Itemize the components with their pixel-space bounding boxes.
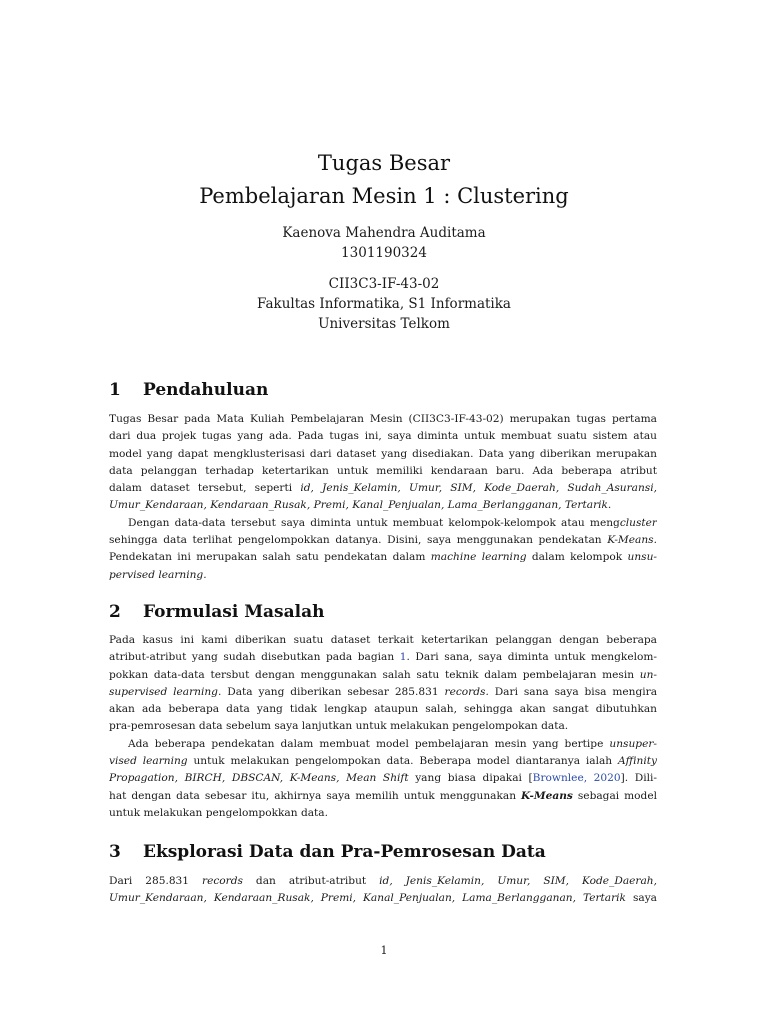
university: Universitas Telkom bbox=[318, 316, 450, 332]
text-line bbox=[109, 532, 657, 549]
section-number: 3 bbox=[109, 842, 121, 862]
text-line: dari dua projek tugas yang ada. Pada tugas ini, saya diminta untuk membuat suatu sistem atau bbox=[109, 430, 657, 443]
text-line: pra-pemrosesan data sebelum saya lanjutkan untuk melakukan pengelompokan data. bbox=[109, 720, 569, 733]
term: unsuper- bbox=[609, 737, 657, 750]
text-line bbox=[109, 736, 657, 753]
text-line bbox=[109, 770, 657, 787]
title-line-1: Tugas Besar bbox=[317, 151, 451, 175]
text-line bbox=[109, 788, 657, 805]
term: unsu- bbox=[627, 551, 657, 564]
text-line: Pada kasus ini kami diberikan suatu dataset terkait ketertarikan pelanggan dengan beberapa bbox=[109, 634, 657, 646]
attribute-list: Umur_Kendaraan, Kendaraan_Rusak, Premi, Kanal_Penjualan, Lama_Berlangganan, Tertarik. bbox=[109, 499, 612, 512]
text-line bbox=[109, 649, 657, 666]
faculty: Fakultas Informatika, S1 Informatika bbox=[257, 296, 511, 312]
text-span: dalam kelompok bbox=[526, 551, 628, 564]
section-1-heading bbox=[109, 380, 268, 400]
affiliation-block bbox=[0, 274, 768, 334]
text-span: Dengan data-data tersebut saya diminta untuk membuat kelompok-kelompok atau meng bbox=[128, 516, 620, 529]
text-line bbox=[109, 890, 657, 907]
author-block bbox=[0, 223, 768, 263]
section-title: Formulasi Masalah bbox=[143, 602, 325, 622]
section-number: 2 bbox=[109, 602, 121, 622]
term: machine learning bbox=[430, 551, 527, 564]
text-span: untuk melakukan pengelompokan data. Beberapa model diantaranya ialah bbox=[187, 755, 618, 768]
text-line bbox=[109, 497, 657, 514]
section-2-body bbox=[109, 632, 657, 822]
text-line: data pelanggan terhadap ketertarikan untuk memiliki kendaraan baru. Ada beberapa atribut bbox=[109, 464, 657, 477]
term: vised learning bbox=[109, 755, 188, 768]
text-line bbox=[109, 515, 657, 532]
text-line bbox=[109, 684, 657, 701]
section-number: 1 bbox=[109, 380, 121, 400]
attribute-list: id, Jenis_Kelamin, Umur, SIM, Kode_Daerah, Sudah_Asuransi, bbox=[300, 482, 657, 495]
text-line: Tugas Besar pada Mata Kuliah Pembelajaran Mesin (CII3C3-IF-43-02) merupakan tugas pertama bbox=[109, 413, 657, 425]
text-line: model yang dapat mengklusterisasi dari dataset yang disediakan. Data yang diberikan merupakan bbox=[109, 447, 657, 460]
attribute-list: id, Jenis_Kelamin, Umur, SIM, Kode_Daerah, bbox=[379, 875, 657, 887]
text-span: Pendekatan ini merupakan salah satu pendekatan dalam bbox=[109, 551, 431, 564]
section-title: Pendahuluan bbox=[143, 380, 269, 400]
section-1-body bbox=[109, 411, 657, 584]
author-name: Kaenova Mahendra Auditama bbox=[282, 225, 486, 241]
text-span: atribut-atribut yang sudah disebutkan pada bagian bbox=[109, 651, 400, 664]
text-span: sehingga data terlihat pengelompokkan datanya. Disini, saya menggunakan pendekatan bbox=[109, 534, 608, 547]
text-line: untuk melakukan pengelompokkan data. bbox=[109, 806, 328, 819]
term: cluster bbox=[619, 516, 657, 529]
text-span: Ada beberapa pendekatan dalam membuat model pembelajaran mesin yang bertipe bbox=[128, 737, 610, 750]
text-span: yang biasa dipakai [ bbox=[408, 772, 533, 785]
class-code: CII3C3-IF-43-02 bbox=[328, 276, 440, 292]
term: Affinity bbox=[618, 755, 657, 768]
section-title: Eksplorasi Data dan Pra-Pemrosesan Data bbox=[143, 842, 546, 862]
text-line bbox=[109, 549, 657, 566]
text-line bbox=[109, 567, 657, 584]
title-line-2: Pembelajaran Mesin 1 : Clustering bbox=[199, 184, 569, 208]
text-span: Data yang diberikan sebesar 285.831 bbox=[221, 685, 445, 698]
text-span: Dari sana saya bisa mengira bbox=[488, 685, 657, 698]
section-reference-link[interactable]: 1 bbox=[399, 651, 407, 664]
section-2-heading bbox=[109, 602, 324, 622]
model-list: Propagation, BIRCH, DBSCAN, K-Means, Mean Shift bbox=[109, 772, 409, 785]
page-number: 1 bbox=[380, 944, 388, 957]
attribute-list: Umur_Kendaraan, Kendaraan_Rusak, Premi, Kanal_Penjualan, Lama_Berlangganan, Tertarik bbox=[109, 892, 626, 905]
author-id: 1301190324 bbox=[341, 245, 427, 261]
term: records. bbox=[444, 685, 489, 698]
term: K-Means. bbox=[607, 534, 657, 547]
text-span: Dari 285.831 bbox=[109, 875, 203, 887]
text-span: hat dengan data sebesar itu, akhirnya saya memilih untuk menggunakan bbox=[109, 789, 522, 802]
text-span: pokkan data-data tersbut dengan menggunakan salah satu teknik dalam pembelajaran mesin bbox=[109, 668, 640, 681]
text-span: . Dari sana, saya diminta untuk mengkelom- bbox=[406, 651, 657, 664]
term: records bbox=[202, 875, 243, 887]
text-line bbox=[109, 873, 657, 890]
text-span: ]. Dili- bbox=[620, 772, 657, 785]
section-3-heading bbox=[109, 842, 546, 862]
text-line: akan ada beberapa data yang tidak lengkap ataupun salah, sehingga akan sangat dibutuhkan bbox=[109, 703, 657, 716]
text-span: dalam dataset tersebut, seperti bbox=[109, 482, 301, 495]
term: supervised learning. bbox=[109, 685, 222, 698]
text-span: dan atribut-atribut bbox=[242, 875, 380, 887]
chosen-model: K-Means bbox=[521, 789, 573, 802]
text-line bbox=[109, 480, 657, 497]
text-span: sebagai model bbox=[572, 789, 657, 802]
term: un- bbox=[639, 668, 657, 681]
section-3-body bbox=[109, 873, 657, 908]
text-line bbox=[109, 753, 657, 770]
text-line bbox=[109, 667, 657, 684]
term: pervised learning. bbox=[109, 568, 207, 581]
paper-title bbox=[0, 147, 768, 213]
citation-link[interactable]: Brownlee, 2020 bbox=[532, 772, 621, 785]
text-span: saya bbox=[625, 892, 657, 905]
